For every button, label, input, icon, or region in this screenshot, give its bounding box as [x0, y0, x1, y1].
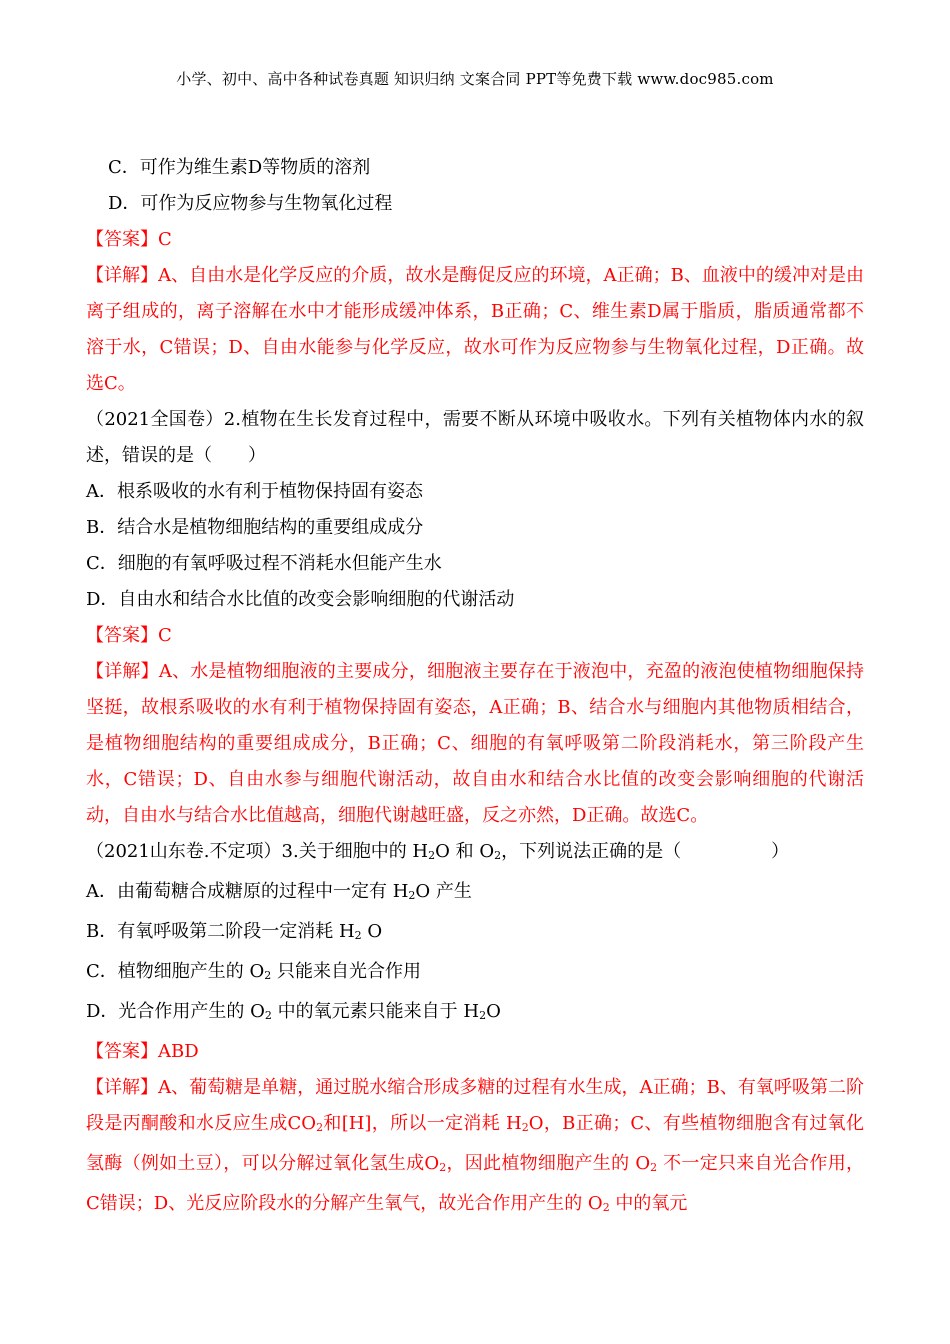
q2-detail: [86, 654, 864, 834]
q1-option-d: D．可作为反应物参与生物氧化过程: [108, 193, 393, 214]
q2-answer: [86, 618, 864, 654]
detail-text: 和[H]，所以一定消耗 H: [323, 1113, 522, 1134]
subscript: 2: [408, 889, 416, 902]
detail-text: 不一定只来自光合作用，C错误；D、光反应阶段水的分解产生氧气，故光合作用产生的 O: [86, 1153, 864, 1214]
q3-option-d: [86, 994, 864, 1034]
subscript: 2: [428, 849, 436, 862]
answer-value: C: [158, 625, 172, 646]
subscript: 2: [316, 1121, 324, 1134]
option-text: C．植物细胞产生的 O: [86, 961, 265, 982]
subscript: 2: [479, 1009, 487, 1022]
stem-part: O 和 O: [435, 841, 495, 862]
q3-option-a: [86, 874, 864, 914]
detail-tag: 【详解】: [86, 661, 159, 682]
subscript: 2: [354, 929, 362, 942]
detail-text: O，B正确；C、有些植物细胞含有过氧化氢酶（例如土豆），可以分解过氧化氢生成O: [86, 1113, 864, 1174]
page-header: 小学、初中、高中各种试卷真题 知识归纳 文案合同 PPT等免费下载 www.doc985.com: [176, 70, 774, 88]
answer-value: ABD: [158, 1041, 199, 1062]
answer-value: C: [158, 229, 172, 250]
option-text: 只能来自光合作用: [271, 961, 421, 982]
option-text: O 产生: [415, 881, 472, 902]
subscript: 2: [264, 969, 272, 982]
q2-option-c: C．细胞的有氧呼吸过程不消耗水但能产生水: [86, 553, 442, 574]
subscript: 2: [264, 1009, 272, 1022]
q1-answer: [86, 222, 864, 258]
document-body: [86, 150, 864, 1226]
q3-option-b: [86, 914, 864, 954]
answer-tag: 【答案】: [86, 1041, 158, 1062]
answer-tag: 【答案】: [86, 625, 158, 646]
detail-tag: 【详解】: [86, 1077, 159, 1098]
subscript: 2: [602, 1201, 610, 1214]
detail-text: A、葡萄糖是单糖，通过脱水缩合形成多糖的过程有水生成，A正确；B、有氧呼吸第二阶段是丙酮酸和水反应生成CO: [86, 1077, 864, 1134]
q3-stem: [86, 834, 864, 874]
q1-option-c: C．可作为维生素D等物质的溶剂: [108, 157, 371, 178]
q2-option-d: D．自由水和结合水比值的改变会影响细胞的代谢活动: [86, 589, 515, 610]
q1-detail: [86, 258, 864, 402]
option-text: 中的氧元素只能来自于 H: [271, 1001, 480, 1022]
stem-part: （2021山东卷.不定项）3.关于细胞中的 H: [86, 841, 429, 862]
q3-option-c: [86, 954, 864, 994]
subscript: 2: [521, 1121, 529, 1134]
option-text: D．光合作用产生的 O: [86, 1001, 265, 1022]
detail-tag: 【详解】: [86, 265, 159, 286]
option-text: A．由葡萄糖合成糖原的过程中一定有 H: [86, 881, 409, 902]
option-text: O: [486, 1001, 501, 1022]
option-text: O: [361, 921, 383, 942]
subscript: 2: [494, 849, 502, 862]
subscript: 2: [439, 1161, 447, 1174]
q2-option-b: B．结合水是植物细胞结构的重要组成成分: [86, 517, 424, 538]
q3-detail: [86, 1070, 864, 1226]
q2-option-a: A．根系吸收的水有利于植物保持固有姿态: [86, 481, 423, 502]
detail-text: ，因此植物细胞产生的 O: [446, 1153, 651, 1174]
detail-text: A、水是植物细胞液的主要成分，细胞液主要存在于液泡中，充盈的液泡使植物细胞保持坚挺，故根系吸收的水有利于植物保持固有姿态，A正确；B、结合水与细胞内其他物质相结合，是植物细胞结构的重要组成成分，B正确；C、细胞的有氧呼吸第二阶段消耗水，第三阶段产生水，C错误；D、自由水参与细胞代谢活动，故自由水和结合水比值的改变会影响细胞的代谢活动，自由水与结合水比值越高，细胞代谢越旺盛，反之亦然，D正确。故选C。: [86, 661, 864, 826]
q3-answer: [86, 1034, 864, 1070]
q2-stem: （2021全国卷）2.植物在生长发育过程中，需要不断从环境中吸收水。下列有关植物体内水的叙述，错误的是（ ）: [86, 409, 864, 466]
answer-tag: 【答案】: [86, 229, 158, 250]
stem-part: ，下列说法正确的是（ ）: [501, 841, 790, 862]
detail-text: 中的氧元: [609, 1193, 688, 1214]
option-text: B．有氧呼吸第二阶段一定消耗 H: [86, 921, 355, 942]
detail-text: A、自由水是化学反应的介质，故水是酶促反应的环境，A正确；B、血液中的缓冲对是由离子组成的，离子溶解在水中才能形成缓冲体系，B正确；C、维生素D属于脂质，脂质通常都不溶于水，C错误；D、自由水能参与化学反应，故水可作为反应物参与生物氧化过程，D正确。故选C。: [86, 265, 864, 394]
subscript: 2: [650, 1161, 658, 1174]
